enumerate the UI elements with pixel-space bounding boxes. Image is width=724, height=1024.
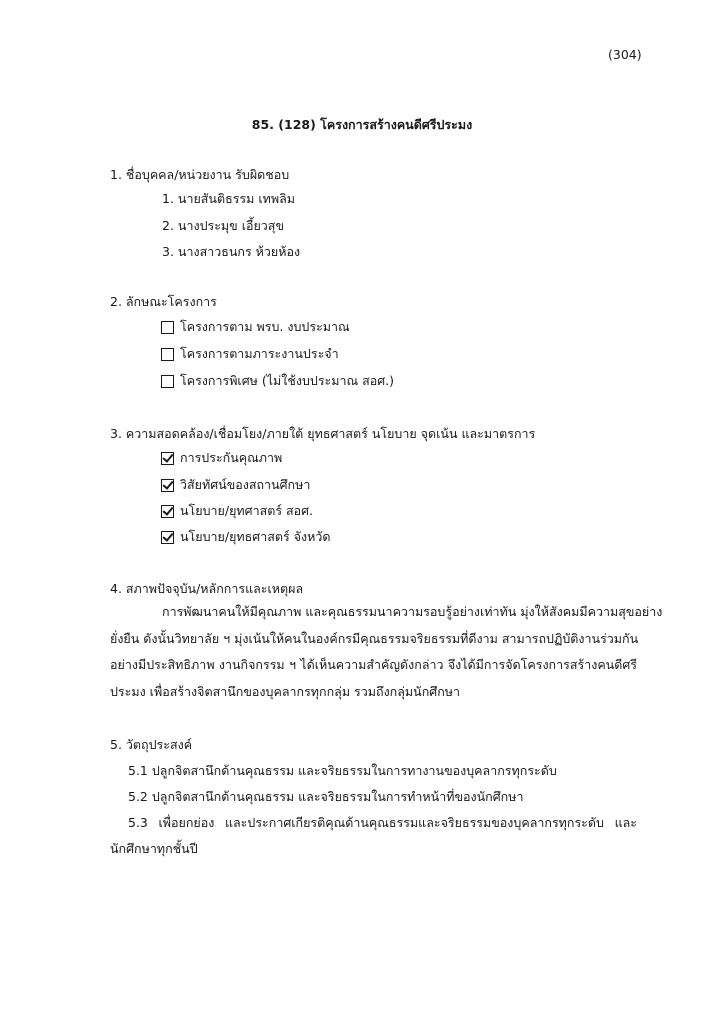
paragraph-line: อย่างมีประสิทธิภาพ งานกิจกรรม ฯ ได้เห็นความสำคัญดังกล่าว จึงได้มีการจัดโครงการสร้างคนดีศรี [110,657,637,672]
section2-heading: 2. ลักษณะโครงการ [110,294,217,309]
section1-heading: 1. ชื่อบุคคล/หน่วยงาน รับผิดชอบ [110,167,290,182]
option-label: โครงการตามภาระงานประจำ [180,346,339,361]
option-label: นโยบาย/ยุทธศาสตร์ จังหวัด [180,529,331,544]
paragraph-line: ประมง เพื่อสร้างจิตสานึกของบุคลากรทุกกลุ่ม รวมถึงกลุ่มนักศึกษา [110,683,461,699]
responsible-person-2: 2. นางประมุข เอี้ยวสุข [162,218,284,233]
project-type-option-1 [161,318,350,336]
objectives-list [110,758,637,862]
section5-heading: 5. วัตถุประสงค์ [110,737,193,752]
page-title: 85. (128) โครงการสร้างคนดีศรีประมง [251,117,473,132]
checkbox-checked-icon [161,505,174,518]
option-label: โครงการพิเศษ (ไม่ใช้งบประมาณ สอศ.) [180,373,394,388]
option-label: วิสัยทัศน์ของสถานศึกษา [180,477,311,492]
checkbox-checked-icon [161,531,174,544]
objective-item: 5.2 ปลูกจิตสานึกด้านคุณธรรม และจริยธรรมในการทำหน้าที่ของนักศึกษา [128,789,524,804]
checkbox-unchecked [161,375,174,388]
checkbox-unchecked [161,348,174,361]
objective-continuation: นักศึกษาทุกชั้นปี [110,841,198,856]
paragraph-line: ยั่งยืน ดังนั้นวิทยาลัย ฯ มุ่งเน้นให้คนในองค์กรมีคุณธรรมจริยธรรมที่ดีงาม สามารถปฏิบัติงานร่วมกัน [110,630,639,646]
alignment-option-4 [161,528,330,546]
option-label: นโยบาย/ยุทศาสตร์ สอศ. [180,503,314,518]
project-type-option-3 [161,372,394,390]
checkbox-checked-icon [161,452,174,465]
objective-item: 5.3 เพื่อยกย่อง และประกาศเกียรติคุณด้านคุณธรรมและจริยธรรมของบุคลากรทุกระดับ และ [128,815,637,830]
responsible-person-3: 3. นางสาวธนกร ห้วยห้อง [162,244,301,259]
page-number: (304) [608,47,642,62]
alignment-option-3 [161,502,313,520]
checkbox-unchecked [161,321,174,334]
alignment-option-1 [161,449,282,467]
option-label: การประกันคุณภาพ [180,450,283,465]
alignment-option-2 [161,476,310,494]
rationale-paragraph [110,599,663,705]
checkbox-checked-icon [161,479,174,492]
project-type-option-2 [161,345,339,363]
responsible-person-1: 1. นายสันติธรรม เทพลิม [162,191,296,206]
section3-heading: 3. ความสอดคล้อง/เชื่อมโยง/ภายใต้ ยุทธศาสตร์ นโยบาย จุดเน้น และมาตรการ [110,426,536,441]
paragraph-line: การพัฒนาคนให้มีคุณภาพ และคุณธรรมนาความรอบรู้อย่างเท่าทัน มุ่งให้สังคมมีความสุขอย่าง [162,604,663,619]
section4-heading: 4. สภาพปัจจุบัน/หลักการและเหตุผล [110,581,304,596]
objective-item: 5.1 ปลูกจิตสานึกด้านคุณธรรม และจริยธรรมในการทางานของบุคลากรทุกระดับ [128,763,557,778]
option-label: โครงการตาม พรบ. งบประมาณ [180,319,350,334]
